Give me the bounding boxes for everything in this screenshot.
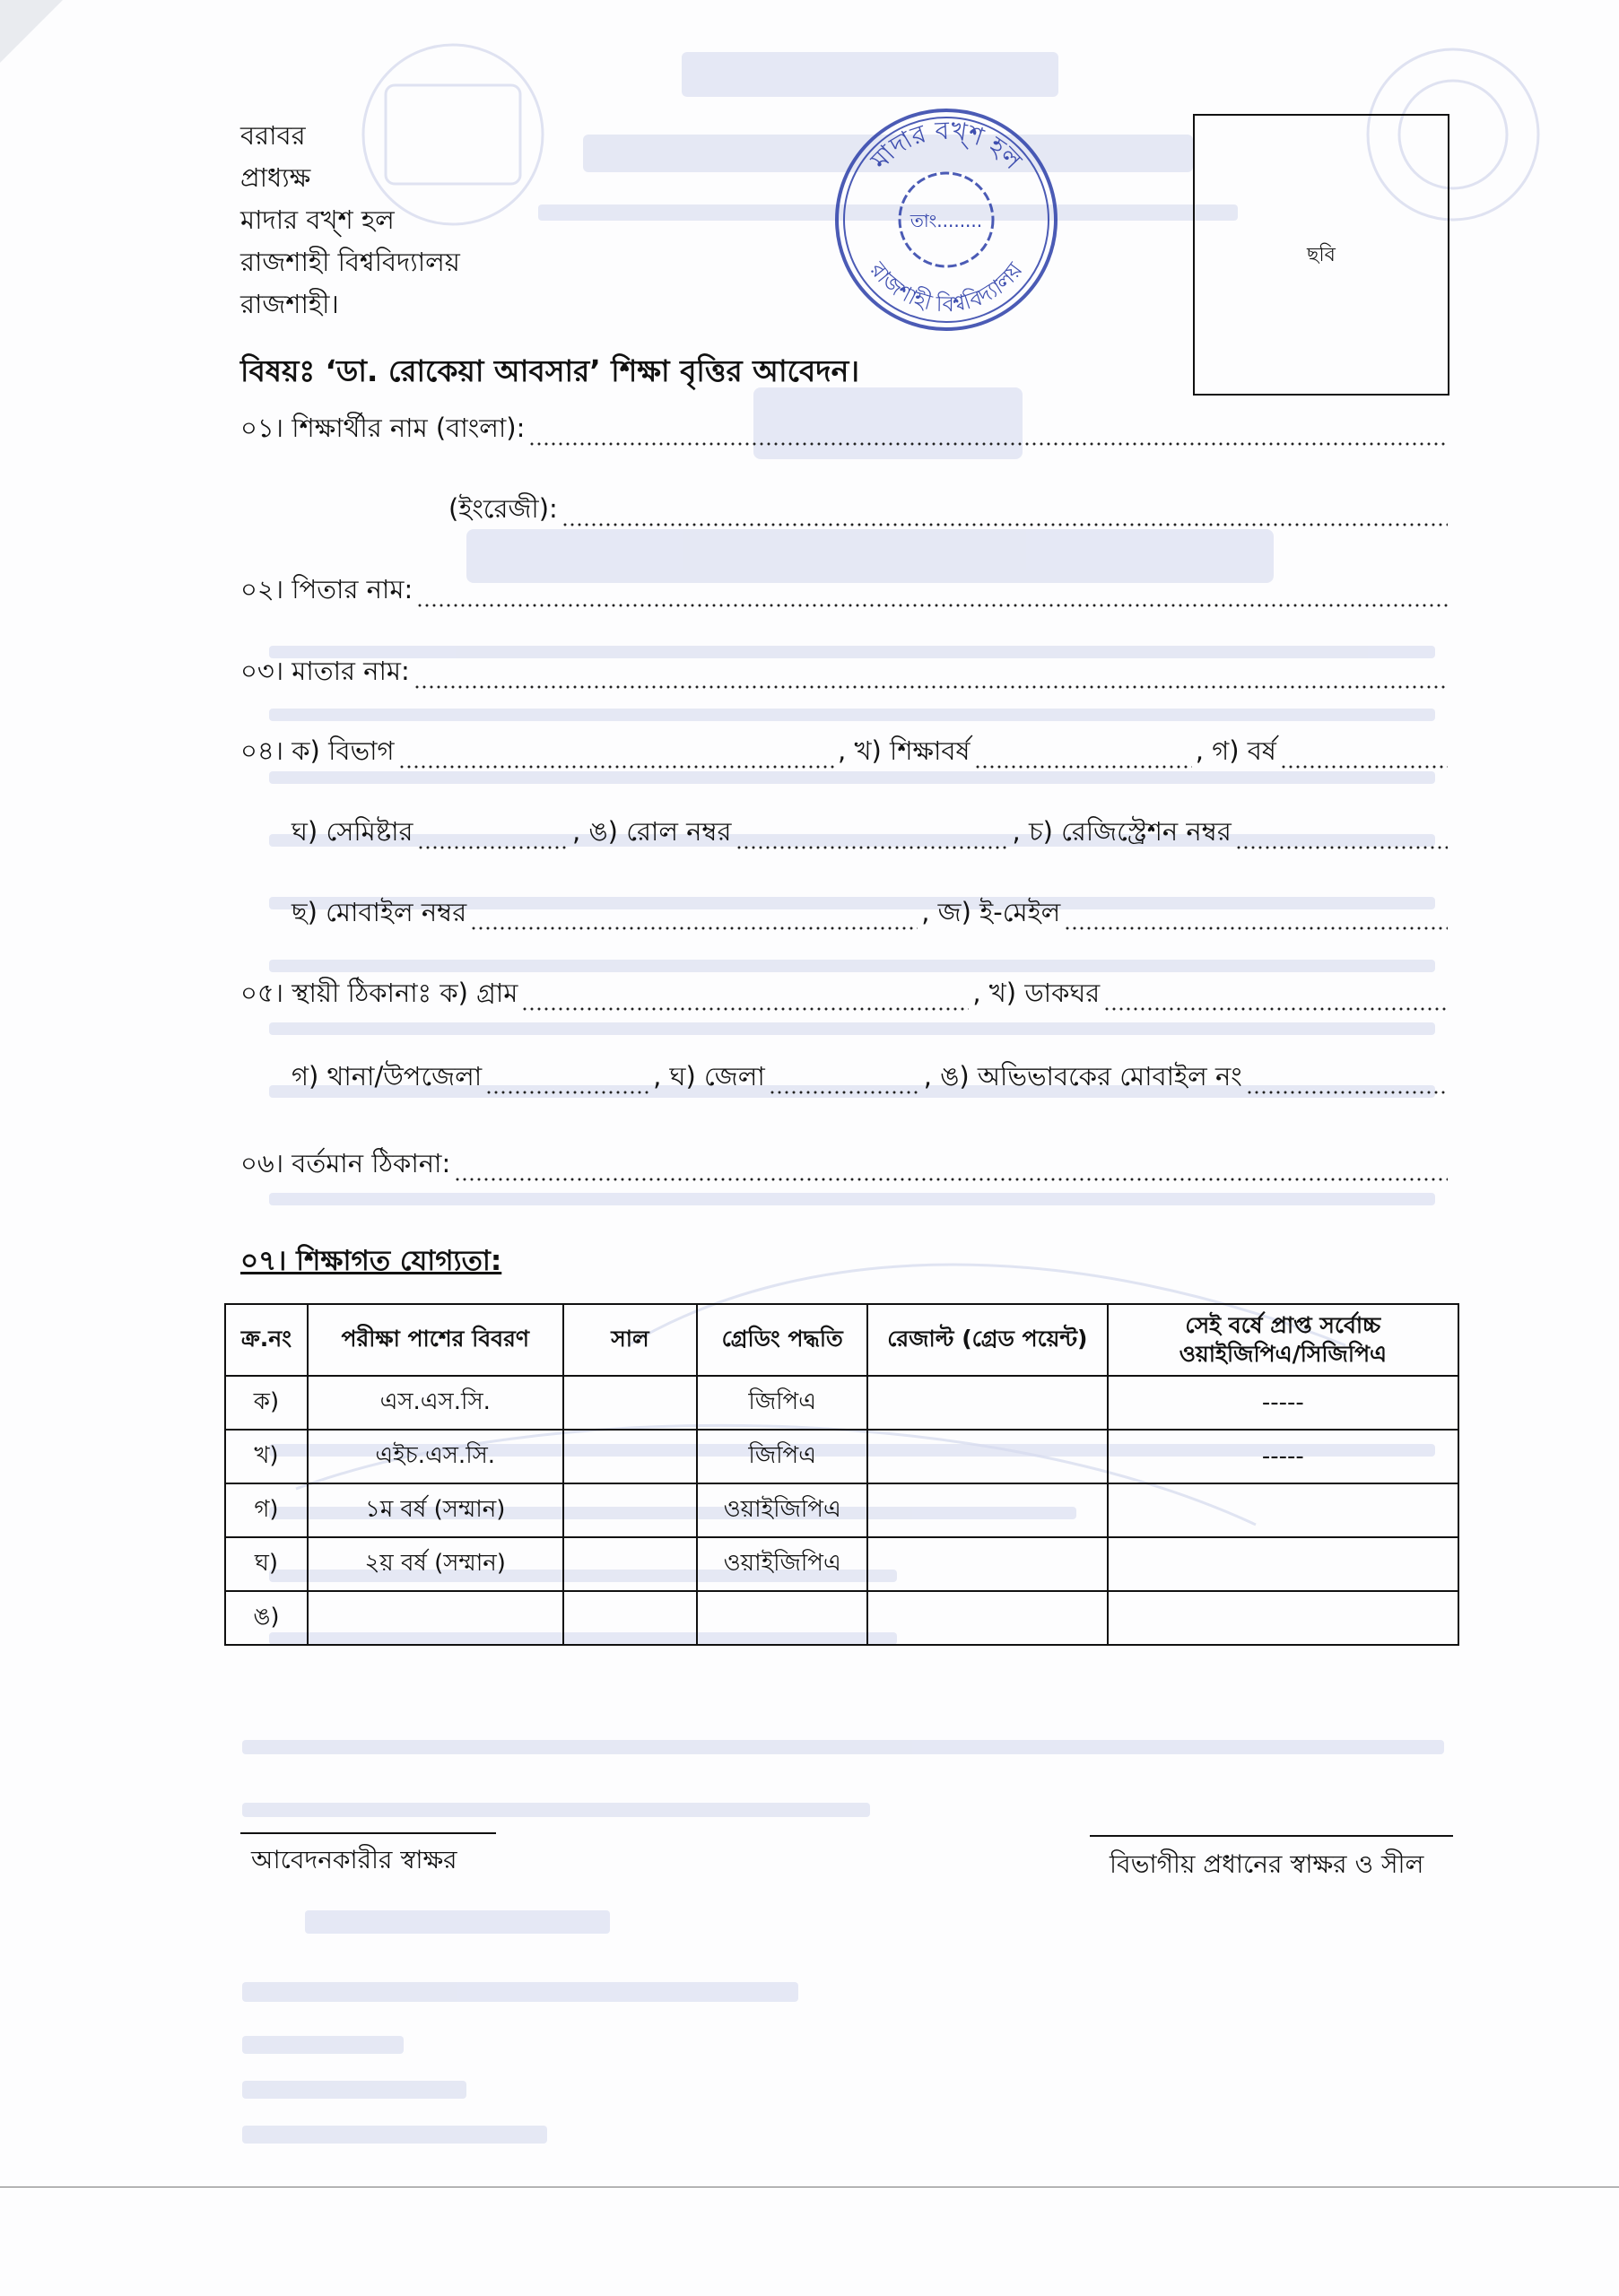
field-label: , চ) রেজিস্ট্রেশন নম্বর xyxy=(1012,816,1232,847)
field-student-name-english[interactable] xyxy=(448,495,1451,533)
fill-in-dots[interactable] xyxy=(413,684,1448,690)
cell-serial: ক) xyxy=(225,1376,308,1430)
field-04-department-row[interactable] xyxy=(240,737,1451,775)
cell-exam: ১ম বর্ষ (সম্মান) xyxy=(308,1483,563,1537)
header-result: রেজাল্ট (গ্রেড পয়েন্ট) xyxy=(867,1304,1108,1376)
fill-in-dots-email[interactable] xyxy=(1064,926,1448,931)
address-line: রাজশাহী বিশ্ববিদ্যালয় xyxy=(240,247,460,277)
fill-in-dots-mobile[interactable] xyxy=(470,926,918,931)
field-label: , ঘ) জেলা xyxy=(653,1061,765,1091)
subject-line: বিষয়ঃ ‘ডা. রোকেয়া আবসার’ শিক্ষা বৃত্তির আবেদন। xyxy=(240,353,860,388)
cell-highest: ----- xyxy=(1108,1430,1458,1483)
field-label: (ইংরেজী): xyxy=(448,493,558,524)
table-header-row xyxy=(225,1304,1458,1376)
field-father-name[interactable] xyxy=(240,576,1451,613)
field-label: ০৩। মাতার নাম: xyxy=(240,656,410,686)
address-block xyxy=(240,115,460,326)
field-label: ০৪। ক) বিভাগ xyxy=(240,735,395,766)
cell-exam: এইচ.এস.সি. xyxy=(308,1430,563,1483)
table-row xyxy=(225,1537,1458,1591)
field-label: , খ) ডাকঘর xyxy=(972,978,1101,1008)
header-highest-line1: সেই বর্ষে প্রাপ্ত সর্বোচ্চ xyxy=(1185,1312,1381,1338)
fill-in-dots[interactable] xyxy=(416,603,1448,608)
department-head-signature-line[interactable] xyxy=(1090,1835,1453,1837)
photo-label: ছবি xyxy=(1307,244,1336,266)
fill-in-dots[interactable] xyxy=(561,522,1448,527)
fill-in-dots-session[interactable] xyxy=(974,764,1192,770)
field-label: ০৫। স্থায়ী ঠিকানাঃ ক) গ্রাম xyxy=(240,978,518,1008)
field-label: ছ) মোবাইল নম্বর xyxy=(292,897,467,927)
cell-result[interactable] xyxy=(867,1376,1108,1430)
seal-top-text: মাদার বখ্‌শ হল xyxy=(865,115,1028,176)
table-row xyxy=(225,1483,1458,1537)
field-label: , ঙ) অভিভাবকের মোবাইল নং xyxy=(923,1061,1242,1091)
fill-in-dots-registration[interactable] xyxy=(1235,845,1448,850)
cell-grading: জিপিএ xyxy=(697,1430,867,1483)
cell-year[interactable] xyxy=(563,1483,698,1537)
fill-in-dots-district[interactable] xyxy=(769,1090,920,1095)
cell-grading: ওয়াইজিপিএ xyxy=(697,1483,867,1537)
cell-grading: ওয়াইজিপিএ xyxy=(697,1537,867,1591)
cell-result[interactable] xyxy=(867,1483,1108,1537)
fill-in-dots-guardian-mobile[interactable] xyxy=(1246,1090,1448,1095)
cell-year[interactable] xyxy=(563,1430,698,1483)
fill-in-dots[interactable] xyxy=(454,1177,1448,1182)
cell-result[interactable] xyxy=(867,1430,1108,1483)
address-line: প্রাধ্যক্ষ xyxy=(240,162,311,193)
cell-serial: গ) xyxy=(225,1483,308,1537)
field-05-village-row[interactable] xyxy=(240,979,1451,1017)
cell-highest[interactable] xyxy=(1108,1591,1458,1645)
header-highest-line2: ওয়াইজিপিএ/সিজিপিএ xyxy=(1179,1341,1388,1367)
cell-year[interactable] xyxy=(563,1591,698,1645)
fill-in-dots-post-office[interactable] xyxy=(1103,1006,1448,1012)
field-04-semester-row[interactable] xyxy=(292,818,1451,856)
applicant-signature-label: আবেদনকারীর স্বাক্ষর xyxy=(251,1845,457,1874)
fill-in-dots-roll[interactable] xyxy=(736,845,1009,850)
field-label: , ঙ) রোল নম্বর xyxy=(571,816,732,847)
seal-bottom-text: রাজশাহী বিশ্ববিদ্যালয় xyxy=(865,257,1028,317)
folded-corner xyxy=(0,0,63,63)
table-row xyxy=(225,1591,1458,1645)
cell-year[interactable] xyxy=(563,1376,698,1430)
field-mother-name[interactable] xyxy=(240,657,1451,695)
cell-result[interactable] xyxy=(867,1591,1108,1645)
header-grading: গ্রেডিং পদ্ধতি xyxy=(697,1304,867,1376)
address-line: মাদার বখ্‌শ হল xyxy=(240,204,395,235)
cell-exam[interactable] xyxy=(308,1591,563,1645)
field-label: ঘ) সেমিষ্টার xyxy=(292,816,413,847)
field-label: ০১। শিক্ষার্থীর নাম (বাংলা): xyxy=(240,413,526,443)
address-line: রাজশাহী। xyxy=(240,289,339,319)
fill-in-dots-department[interactable] xyxy=(398,764,834,770)
field-label: গ) থানা/উপজেলা xyxy=(292,1061,483,1091)
seal-center-text: তাং........ xyxy=(910,210,983,231)
fill-in-dots[interactable] xyxy=(528,441,1448,447)
cell-result[interactable] xyxy=(867,1537,1108,1591)
cell-grading[interactable] xyxy=(697,1591,867,1645)
education-table xyxy=(224,1303,1459,1646)
cell-serial: ঙ) xyxy=(225,1591,308,1645)
cell-exam: ২য় বর্ষ (সম্মান) xyxy=(308,1537,563,1591)
table-row xyxy=(225,1430,1458,1483)
cell-grading: জিপিএ xyxy=(697,1376,867,1430)
field-label: , খ) শিক্ষাবর্ষ xyxy=(838,735,971,766)
field-label: ০৬। বর্তমান ঠিকানা: xyxy=(240,1148,451,1178)
cell-highest[interactable] xyxy=(1108,1537,1458,1591)
fill-in-dots-year[interactable] xyxy=(1280,764,1448,770)
photo-box[interactable] xyxy=(1193,114,1449,396)
field-present-address[interactable] xyxy=(240,1150,1451,1187)
education-heading: ০৭। শিক্ষাগত যোগ্যতা: xyxy=(240,1245,502,1277)
cell-highest[interactable] xyxy=(1108,1483,1458,1537)
official-seal-stamp xyxy=(830,103,1063,336)
department-head-signature-label: বিভাগীয় প্রধানের স্বাক্ষর ও সীল xyxy=(1110,1849,1424,1879)
applicant-signature-line[interactable] xyxy=(240,1832,496,1834)
table-row xyxy=(225,1376,1458,1430)
address-line: বরাবর xyxy=(240,120,306,151)
cell-serial: খ) xyxy=(225,1430,308,1483)
cell-highest: ----- xyxy=(1108,1376,1458,1430)
fill-in-dots-thana[interactable] xyxy=(485,1090,649,1095)
field-student-name-bangla[interactable] xyxy=(240,414,1451,452)
svg-text:রাজশাহী বিশ্ববিদ্যালয় xyxy=(865,257,1028,317)
field-04-mobile-row[interactable] xyxy=(292,899,1451,936)
field-label: , জ) ই-মেইল xyxy=(921,897,1061,927)
fill-in-dots-semester[interactable] xyxy=(417,845,569,850)
header-exam: পরীক্ষা পাশের বিবরণ xyxy=(308,1304,563,1376)
field-label: , গ) বর্ষ xyxy=(1195,735,1276,766)
header-highest xyxy=(1108,1304,1458,1376)
cell-exam: এস.এস.সি. xyxy=(308,1376,563,1430)
field-05-thana-row[interactable] xyxy=(292,1063,1451,1100)
cell-year[interactable] xyxy=(563,1537,698,1591)
field-label: ০২। পিতার নাম: xyxy=(240,574,413,604)
header-year: সাল xyxy=(563,1304,698,1376)
fill-in-dots-village[interactable] xyxy=(521,1006,969,1012)
cell-serial: ঘ) xyxy=(225,1537,308,1591)
header-serial: ক্র.নং xyxy=(225,1304,308,1376)
